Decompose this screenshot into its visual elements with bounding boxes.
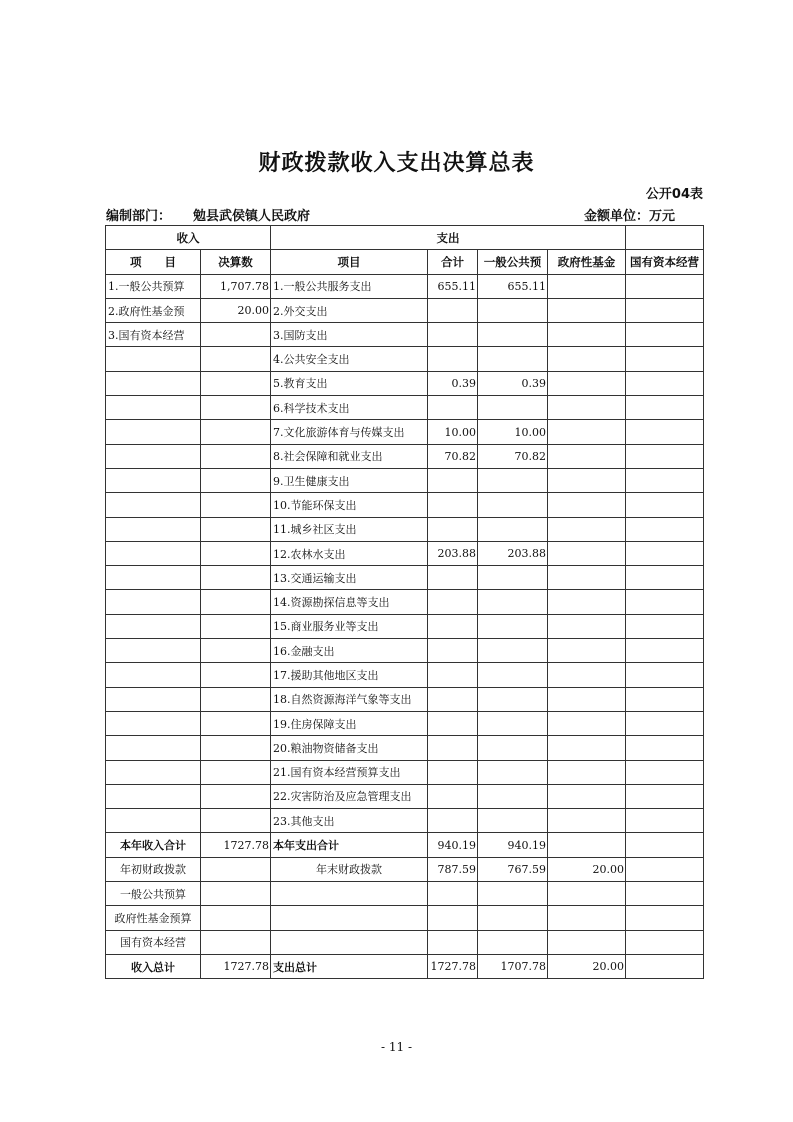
- cell-expense-total: [428, 493, 478, 517]
- cell-state-capital: [626, 809, 704, 833]
- cell-expense-item: 12.农林水支出: [271, 541, 428, 565]
- cell-gov-fund: [548, 468, 626, 492]
- cell-expense-item: [271, 882, 428, 906]
- cell-expense-total: [428, 468, 478, 492]
- cell-general-budget: [478, 906, 548, 930]
- cell-income-amount: [201, 566, 271, 590]
- cell-income-amount: [201, 663, 271, 687]
- cell-state-capital: [626, 784, 704, 808]
- cell-expense-item: 7.文化旅游体育与传媒支出: [271, 420, 428, 444]
- cell-expense-total: [428, 687, 478, 711]
- cell-general-budget: 767.59: [478, 857, 548, 881]
- cell-state-capital: [626, 833, 704, 857]
- cell-state-capital: [626, 493, 704, 517]
- cell-gov-fund: [548, 711, 626, 735]
- cell-state-capital: [626, 687, 704, 711]
- cell-income-item: 国有资本经营: [106, 930, 201, 954]
- cell-general-budget: [478, 396, 548, 420]
- col-header-total: 合计: [428, 250, 478, 274]
- cell-gov-fund: 20.00: [548, 857, 626, 881]
- cell-gov-fund: [548, 566, 626, 590]
- cell-income-item: [106, 541, 201, 565]
- table-row: [106, 541, 704, 565]
- cell-state-capital: [626, 882, 704, 906]
- cell-general-budget: [478, 323, 548, 347]
- cell-state-capital: [626, 517, 704, 541]
- table-row: [106, 517, 704, 541]
- cell-income-item: [106, 347, 201, 371]
- summary-row: [106, 833, 704, 857]
- cell-state-capital: [626, 323, 704, 347]
- cell-expense-item: 本年支出合计: [271, 833, 428, 857]
- cell-gov-fund: [548, 882, 626, 906]
- cell-expense-total: [428, 760, 478, 784]
- cell-gov-fund: [548, 784, 626, 808]
- cell-state-capital: [626, 639, 704, 663]
- cell-expense-total: [428, 736, 478, 760]
- table-row: [106, 371, 704, 395]
- cell-expense-item: 6.科学技术支出: [271, 396, 428, 420]
- cell-general-budget: 940.19: [478, 833, 548, 857]
- cell-income-amount: [201, 371, 271, 395]
- cell-income-amount: [201, 323, 271, 347]
- col-header-income-amount: 决算数: [201, 250, 271, 274]
- cell-state-capital: [626, 906, 704, 930]
- cell-income-amount: [201, 347, 271, 371]
- cell-income-amount: [201, 639, 271, 663]
- table-row: [106, 809, 704, 833]
- cell-general-budget: [478, 663, 548, 687]
- cell-income-item: [106, 614, 201, 638]
- cell-expense-total: 203.88: [428, 541, 478, 565]
- cell-general-budget: [478, 468, 548, 492]
- cell-expense-total: [428, 906, 478, 930]
- cell-expense-item: 8.社会保障和就业支出: [271, 444, 428, 468]
- cell-gov-fund: [548, 396, 626, 420]
- cell-gov-fund: [548, 639, 626, 663]
- col-header-expense-item: 项目: [271, 250, 428, 274]
- cell-expense-total: [428, 347, 478, 371]
- cell-income-item: [106, 444, 201, 468]
- cell-state-capital: [626, 298, 704, 322]
- cell-income-item: 2.政府性基金预: [106, 298, 201, 322]
- cell-income-item: [106, 566, 201, 590]
- cell-expense-total: [428, 639, 478, 663]
- cell-expense-item: 9.卫生健康支出: [271, 468, 428, 492]
- cell-general-budget: [478, 809, 548, 833]
- summary-row: [106, 882, 704, 906]
- cell-expense-total: [428, 784, 478, 808]
- cell-gov-fund: [548, 930, 626, 954]
- summary-row: [106, 857, 704, 881]
- section-header-row: [106, 226, 704, 250]
- cell-expense-total: [428, 298, 478, 322]
- cell-expense-total: 787.59: [428, 857, 478, 881]
- cell-income-item: [106, 371, 201, 395]
- cell-income-amount: [201, 493, 271, 517]
- cell-income-amount: [201, 541, 271, 565]
- cell-expense-item: 11.城乡社区支出: [271, 517, 428, 541]
- cell-expense-item: 1.一般公共服务支出: [271, 274, 428, 298]
- col-header-state-capital: 国有资本经营: [626, 250, 704, 274]
- cell-gov-fund: [548, 833, 626, 857]
- cell-expense-item: [271, 930, 428, 954]
- cell-expense-item: 22.灾害防治及应急管理支出: [271, 784, 428, 808]
- cell-gov-fund: [548, 541, 626, 565]
- cell-expense-total: [428, 882, 478, 906]
- cell-state-capital: [626, 566, 704, 590]
- cell-general-budget: 1707.78: [478, 954, 548, 978]
- department-value: 勉县武侯镇人民政府: [193, 209, 311, 224]
- cell-income-amount: [201, 736, 271, 760]
- cell-gov-fund: [548, 323, 626, 347]
- cell-expense-item: 5.教育支出: [271, 371, 428, 395]
- cell-gov-fund: [548, 444, 626, 468]
- summary-row: [106, 906, 704, 930]
- cell-expense-item: 2.外交支出: [271, 298, 428, 322]
- cell-income-item: 一般公共预算: [106, 882, 201, 906]
- cell-expense-item: 18.自然资源海洋气象等支出: [271, 687, 428, 711]
- cell-expense-total: [428, 590, 478, 614]
- cell-state-capital: [626, 274, 704, 298]
- cell-expense-item: 17.援助其他地区支出: [271, 663, 428, 687]
- cell-expense-item: 20.粮油物资储备支出: [271, 736, 428, 760]
- cell-expense-item: 16.金融支出: [271, 639, 428, 663]
- cell-income-item: [106, 736, 201, 760]
- table-row: [106, 760, 704, 784]
- amount-unit: 金额单位：万元: [583, 209, 675, 224]
- table-row: [106, 274, 704, 298]
- cell-gov-fund: [548, 298, 626, 322]
- department: [106, 205, 310, 224]
- col-header-gov-fund: 政府性基金: [548, 250, 626, 274]
- income-header: 收入: [106, 226, 271, 250]
- cell-income-amount: [201, 590, 271, 614]
- cell-general-budget: [478, 347, 548, 371]
- table-row: [106, 687, 704, 711]
- cell-income-item: 政府性基金预算: [106, 906, 201, 930]
- cell-income-amount: [201, 784, 271, 808]
- cell-income-amount: [201, 396, 271, 420]
- cell-income-amount: [201, 614, 271, 638]
- cell-income-amount: [201, 930, 271, 954]
- cell-income-item: [106, 760, 201, 784]
- cell-gov-fund: [548, 590, 626, 614]
- cell-income-item: [106, 809, 201, 833]
- table-row: [106, 444, 704, 468]
- cell-state-capital: [626, 371, 704, 395]
- cell-expense-total: 1727.78: [428, 954, 478, 978]
- department-label: 编制部门：: [106, 209, 172, 224]
- cell-income-item: 年初财政拨款: [106, 857, 201, 881]
- cell-gov-fund: [548, 347, 626, 371]
- expense-header: 支出: [271, 226, 626, 250]
- cell-expense-total: 70.82: [428, 444, 478, 468]
- cell-expense-item: 13.交通运输支出: [271, 566, 428, 590]
- cell-expense-item: 年末财政拨款: [271, 857, 428, 881]
- cell-state-capital: [626, 468, 704, 492]
- cell-income-item: 3.国有资本经营: [106, 323, 201, 347]
- cell-state-capital: [626, 760, 704, 784]
- cell-general-budget: 655.11: [478, 274, 548, 298]
- cell-expense-item: 19.住房保障支出: [271, 711, 428, 735]
- table-row: [106, 614, 704, 638]
- cell-income-amount: 1727.78: [201, 833, 271, 857]
- table-row: [106, 468, 704, 492]
- cell-general-budget: 203.88: [478, 541, 548, 565]
- cell-general-budget: [478, 639, 548, 663]
- cell-general-budget: [478, 784, 548, 808]
- cell-general-budget: [478, 711, 548, 735]
- page-number: - 11 -: [380, 1040, 412, 1054]
- cell-expense-item: 3.国防支出: [271, 323, 428, 347]
- cell-general-budget: 0.39: [478, 371, 548, 395]
- cell-expense-item: 21.国有资本经营预算支出: [271, 760, 428, 784]
- cell-expense-total: [428, 614, 478, 638]
- cell-income-amount: [201, 882, 271, 906]
- cell-expense-item: 4.公共安全支出: [271, 347, 428, 371]
- cell-income-amount: 1,707.78: [201, 274, 271, 298]
- cell-expense-total: 655.11: [428, 274, 478, 298]
- cell-general-budget: [478, 566, 548, 590]
- cell-state-capital: [626, 444, 704, 468]
- cell-income-item: [106, 420, 201, 444]
- cell-gov-fund: [548, 906, 626, 930]
- summary-row: [106, 954, 704, 978]
- cell-gov-fund: [548, 274, 626, 298]
- cell-income-item: [106, 517, 201, 541]
- cell-expense-total: [428, 711, 478, 735]
- cell-expense-item: 23.其他支出: [271, 809, 428, 833]
- cell-general-budget: [478, 517, 548, 541]
- cell-general-budget: 10.00: [478, 420, 548, 444]
- cell-expense-total: 0.39: [428, 371, 478, 395]
- cell-income-amount: [201, 906, 271, 930]
- page-title: 财政拨款收入支出决算总表: [258, 151, 535, 176]
- cell-state-capital: [626, 420, 704, 444]
- table-row: [106, 347, 704, 371]
- cell-income-item: [106, 663, 201, 687]
- table-row: [106, 396, 704, 420]
- table-row: [106, 566, 704, 590]
- cell-expense-total: [428, 566, 478, 590]
- cell-income-amount: [201, 420, 271, 444]
- cell-expense-total: [428, 663, 478, 687]
- col-header-general-budget: 一般公共预: [478, 250, 548, 274]
- cell-state-capital: [626, 711, 704, 735]
- cell-expense-total: [428, 809, 478, 833]
- cell-income-item: [106, 468, 201, 492]
- table-row: [106, 420, 704, 444]
- cell-general-budget: [478, 687, 548, 711]
- cell-income-amount: 20.00: [201, 298, 271, 322]
- table-row: [106, 784, 704, 808]
- cell-state-capital: [626, 663, 704, 687]
- cell-gov-fund: [548, 517, 626, 541]
- cell-income-item: [106, 784, 201, 808]
- cell-expense-total: 940.19: [428, 833, 478, 857]
- cell-general-budget: [478, 590, 548, 614]
- cell-income-amount: [201, 687, 271, 711]
- cell-state-capital: [626, 954, 704, 978]
- cell-expense-item: [271, 906, 428, 930]
- cell-income-item: [106, 493, 201, 517]
- cell-income-amount: [201, 711, 271, 735]
- table-row: [106, 711, 704, 735]
- cell-general-budget: [478, 882, 548, 906]
- cell-income-item: 本年收入合计: [106, 833, 201, 857]
- cell-general-budget: [478, 493, 548, 517]
- col-header-income-item: 项 目: [106, 250, 201, 274]
- cell-state-capital: [626, 930, 704, 954]
- cell-general-budget: [478, 930, 548, 954]
- cell-general-budget: [478, 298, 548, 322]
- cell-gov-fund: [548, 663, 626, 687]
- cell-income-item: [106, 687, 201, 711]
- cell-income-item: [106, 396, 201, 420]
- table-body: [106, 274, 704, 979]
- budget-table: [105, 225, 704, 979]
- empty-header-cell: [626, 226, 704, 250]
- cell-state-capital: [626, 857, 704, 881]
- cell-expense-item: 10.节能环保支出: [271, 493, 428, 517]
- cell-expense-item: 支出总计: [271, 954, 428, 978]
- cell-state-capital: [626, 590, 704, 614]
- summary-row: [106, 930, 704, 954]
- column-header-row: [106, 250, 704, 274]
- table-row: [106, 736, 704, 760]
- cell-gov-fund: [548, 760, 626, 784]
- cell-income-amount: [201, 517, 271, 541]
- cell-income-item: [106, 711, 201, 735]
- cell-income-amount: [201, 468, 271, 492]
- cell-expense-total: [428, 323, 478, 347]
- cell-expense-total: 10.00: [428, 420, 478, 444]
- cell-state-capital: [626, 347, 704, 371]
- cell-expense-total: [428, 517, 478, 541]
- cell-income-amount: [201, 809, 271, 833]
- cell-state-capital: [626, 541, 704, 565]
- cell-gov-fund: [548, 371, 626, 395]
- cell-gov-fund: [548, 736, 626, 760]
- cell-gov-fund: [548, 614, 626, 638]
- cell-expense-item: 14.资源勘探信息等支出: [271, 590, 428, 614]
- cell-general-budget: 70.82: [478, 444, 548, 468]
- cell-gov-fund: [548, 809, 626, 833]
- cell-expense-total: [428, 930, 478, 954]
- form-number: 公开04表: [645, 187, 703, 202]
- table-row: [106, 298, 704, 322]
- cell-general-budget: [478, 760, 548, 784]
- cell-state-capital: [626, 736, 704, 760]
- table-row: [106, 493, 704, 517]
- cell-expense-total: [428, 396, 478, 420]
- cell-state-capital: [626, 614, 704, 638]
- table-row: [106, 639, 704, 663]
- cell-gov-fund: [548, 493, 626, 517]
- cell-income-item: 收入总计: [106, 954, 201, 978]
- cell-state-capital: [626, 396, 704, 420]
- cell-income-item: [106, 639, 201, 663]
- table-row: [106, 590, 704, 614]
- cell-general-budget: [478, 614, 548, 638]
- cell-income-amount: [201, 857, 271, 881]
- cell-income-item: 1.一般公共预算: [106, 274, 201, 298]
- cell-income-amount: [201, 444, 271, 468]
- table-row: [106, 323, 704, 347]
- cell-income-amount: 1727.78: [201, 954, 271, 978]
- cell-gov-fund: [548, 420, 626, 444]
- cell-general-budget: [478, 736, 548, 760]
- cell-gov-fund: [548, 687, 626, 711]
- cell-expense-item: 15.商业服务业等支出: [271, 614, 428, 638]
- table-row: [106, 663, 704, 687]
- cell-income-item: [106, 590, 201, 614]
- cell-income-amount: [201, 760, 271, 784]
- cell-gov-fund: 20.00: [548, 954, 626, 978]
